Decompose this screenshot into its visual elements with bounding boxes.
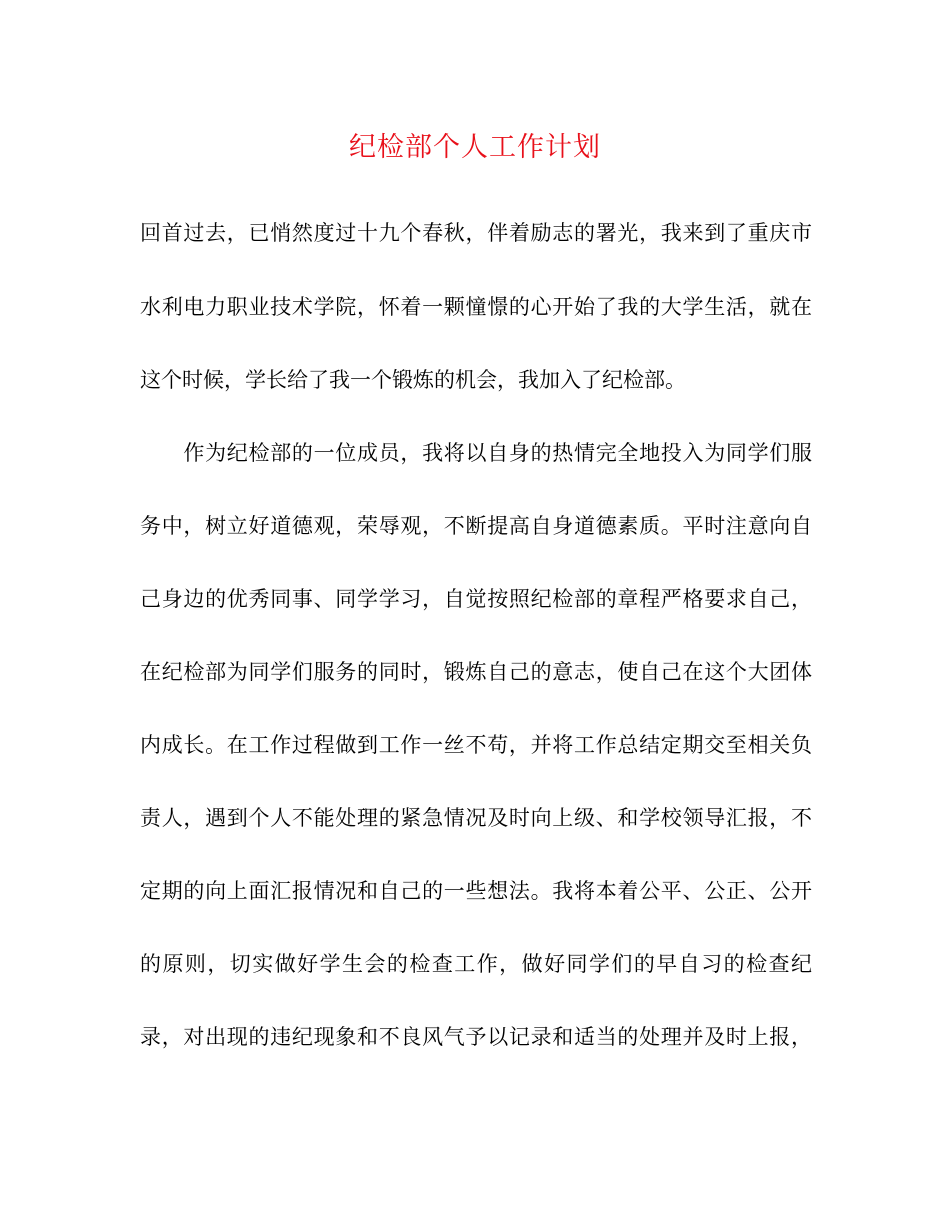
document-title: 纪检部个人工作计划 <box>349 132 601 163</box>
body-line-4: 作为纪检部的一位成员，我将以自身的热情完全地投入为同学们服 <box>140 441 812 465</box>
body-line-9: 责人，遇到个人不能处理的紧急情况及时向上级、和学校领导汇报，不 <box>140 806 812 830</box>
body-line-3: 这个时候，学长给了我一个锻炼的机会，我加入了纪检部。 <box>140 368 686 392</box>
body-line-12: 录，对出现的违纪现象和不良风气予以记录和适当的处理并及时上报， <box>140 1025 812 1049</box>
body-line-11: 的原则，切实做好学生会的检查工作，做好同学们的早自习的检查纪 <box>140 952 812 976</box>
body-line-7: 在纪检部为同学们服务的同时，锻炼自己的意志，使自己在这个大团体 <box>140 660 812 684</box>
body-line-6: 己身边的优秀同事、同学学习，自觉按照纪检部的章程严格要求自己， <box>140 587 812 611</box>
body-line-10: 定期的向上面汇报情况和自己的一些想法。我将本着公平、公正、公开 <box>140 879 812 903</box>
body-line-5: 务中，树立好道德观，荣辱观，不断提高自身道德素质。平时注意向自 <box>140 514 812 538</box>
body-line-2: 水利电力职业技术学院，怀着一颗憧憬的心开始了我的大学生活，就在 <box>140 295 812 319</box>
body-line-1: 回首过去，已悄然度过十九个春秋，伴着励志的署光，我来到了重庆市 <box>140 221 812 245</box>
body-line-8: 内成长。在工作过程做到工作一丝不苟，并将工作总结定期交至相关负 <box>140 733 812 757</box>
